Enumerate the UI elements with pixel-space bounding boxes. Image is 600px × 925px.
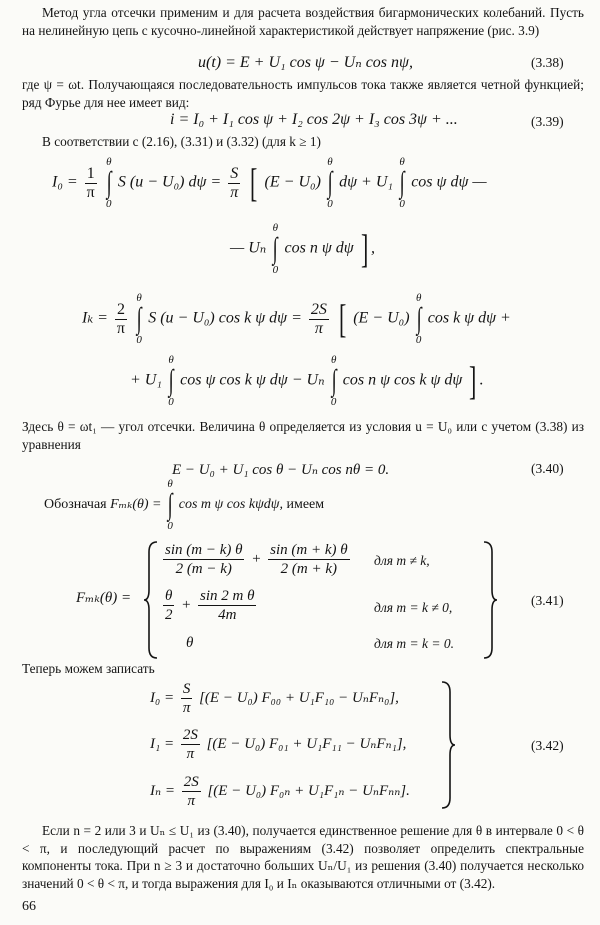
eq41-lhs: Fₘₖ(θ) = (76, 590, 132, 606)
equation-3-39: i = I₀ + I₁ cos ψ + I₂ cos 2ψ + I₃ cos 3ψ + ... (170, 111, 458, 128)
i0-fraction-2: $\frac{S}{\pi}$ (230, 164, 239, 201)
ik-line2-b: cos n ψ cos k ψ dψ (342, 371, 463, 389)
i0-inside: (E − U₀) (264, 173, 321, 191)
i0-integrand: S (u − U₀) dψ = (117, 173, 222, 191)
ik-line2-a: cos ψ cos k ψ dψ − Uₙ (180, 371, 325, 389)
ik-cos-k: cos k ψ dψ + (427, 309, 511, 327)
formula-i0-line1: I₀ = $\frac{1}{\pi}$ θ ∫ 0 S (u − U₀) dψ = $\frac{S}{\pi}$ [ (E − U₀) θ ∫ 0 dψ + U₁ θ ∫ 0 cos ψ dψ — (52, 156, 487, 210)
final-paragraph: Если n = 2 или 3 и Uₙ ≤ U₁ из (3.40), получается единственное решение для θ в интервале 0 < θ < π, и последующий расчет по выражениям (3.42) позволяет определить спектральные компоненты тока. При n ≥ 3 и достаточно больших Uₙ/U₁ из решения (3.40) получается несколько значений 0 < θ < π, и тогда выражения для I₀ и Iₙ оказываются отличными от (3.42). (22, 823, 584, 891)
intro-paragraph: Метод угла отсечки применим и для расчета воздействия бигармонических колебаний. Пусть на нелинейную цепь с кусочно-линейной характеристикой действует напряжение (рис. 3.9) (22, 5, 584, 38)
equation-number-3-41: (3.41) (531, 593, 564, 608)
denoting-fmk: Fₘₖ(θ) = (110, 497, 162, 513)
equation-number-3-42: (3.42) (531, 738, 564, 753)
i0-lhs: I₀ = (52, 173, 78, 191)
here-paragraph: Здесь θ = ωt₁ — угол отсечки. Величина θ определяется из условия u = U₀ или с учетом (3.38) из уравнения (22, 419, 584, 452)
now-paragraph: Теперь можем записать (22, 661, 155, 676)
i0-cos-psi: cos ψ dψ — (411, 173, 487, 191)
denoting-line (44, 478, 324, 532)
eq41-condition-1: для m ≠ k, (374, 553, 430, 568)
integral-sign: θ ∫ 0 (106, 156, 112, 210)
equation-number-3-38: (3.38) (531, 55, 564, 70)
integral-sign: θ ∫ 0 (136, 292, 142, 346)
eq42-row3: Iₙ = $\frac{2S}{\pi}$ [(E − U₀) F₀ₙ + U₁F₁ₙ − UₙFₙₙ]. (150, 774, 410, 809)
eq41-row2: $\frac{\theta}{2}$ + $\frac{\text{sin 2 m θ}}{4m}$ (164, 588, 255, 623)
i0-dpsi: dψ + U₁ (339, 173, 393, 191)
paragraph-after-3-38: где ψ = ωt. Получающаяся последовательность импульсов тока также является четной функцией; ряд Фурье для нее имеет вид: (22, 77, 584, 110)
i0-line2-integrand: cos n ψ dψ (284, 239, 354, 257)
integral-sign: θ ∫ 0 (415, 292, 422, 346)
eq41-condition-3: для m = k = 0. (374, 636, 454, 651)
integral-sign: θ ∫ 0 (168, 354, 174, 408)
ik-lhs: Iₖ = (82, 309, 108, 327)
integral-sign: θ ∫ 0 (272, 222, 279, 276)
denoting-suffix: имеем (286, 497, 325, 513)
formula-i0-line2: — Uₙ θ ∫ 0 cos n ψ dψ ] , (230, 222, 376, 276)
equation-number-3-39: (3.39) (531, 114, 564, 129)
integral-sign: θ ∫ 0 (399, 156, 405, 210)
equation-3-38: u(t) = E + U₁ cos ψ − Uₙ cos nψ, (198, 54, 413, 71)
equation-number-3-40: (3.40) (531, 461, 564, 476)
accordance-line: В соответствии с (2.16), (3.31) и (3.32) (для k ≥ 1) (42, 134, 321, 149)
ik-line2-start: + U₁ (130, 371, 162, 389)
eq41-right-brace (482, 540, 498, 660)
formula-ik-line1: Iₖ = $\frac{2}{\pi}$ θ ∫ 0 S (u − U₀) cos k ψ dψ = $\frac{2S}{\pi}$ [ (E − U₀) θ ∫ 0 cos k ψ dψ + (82, 292, 511, 346)
eq41-left-brace (143, 540, 159, 660)
ik-fraction-2: $\frac{2S}{\pi}$ (310, 300, 327, 337)
eq42-row2: I₁ = $\frac{2S}{\pi}$ [(E − U₀) F₀₁ + U₁F₁₁ − UₙFₙ₁], (150, 727, 407, 762)
ik-fraction-1: $\frac{2}{\pi}$ (116, 300, 125, 337)
denoting-prefix: Обозначая (44, 497, 107, 513)
page-number: 66 (22, 899, 36, 914)
eq41-row3: θ (186, 635, 194, 651)
ik-integrand: S (u − U₀) cos k ψ dψ = (148, 309, 302, 327)
formula-ik-line2: + U₁ θ ∫ 0 cos ψ cos k ψ dψ − Uₙ θ ∫ 0 cos n ψ cos k ψ dψ ] . (130, 354, 484, 408)
eq41-row1: $\frac{\sin (m - k) \theta}{2 (m - k)}$ + $\frac{\sin (m + k) \theta}{2 (m + k)}$ (165, 542, 348, 577)
eq42-right-brace (440, 680, 456, 810)
i0-fraction-1: $\frac{1}{\pi}$ (86, 164, 95, 201)
denoting-integrand: cos m ψ cos kψdψ, (178, 497, 283, 513)
i0-line2-start: — Uₙ (230, 239, 267, 257)
ik-inside: (E − U₀) (353, 309, 410, 327)
eq41-condition-2: для m = k ≠ 0, (374, 600, 453, 615)
integral-sign: θ ∫ 0 (327, 156, 333, 210)
eq42-row1: I₀ = $\frac{S}{\pi}$ [(E − U₀) F₀₀ + U₁F₁₀ − UₙFₙ₀], (150, 681, 399, 716)
integral-sign: θ ∫ 0 (167, 478, 173, 532)
equation-3-40: E − U₀ + U₁ cos θ − Uₙ cos nθ = 0. (172, 462, 390, 478)
integral-sign: θ ∫ 0 (330, 354, 337, 408)
